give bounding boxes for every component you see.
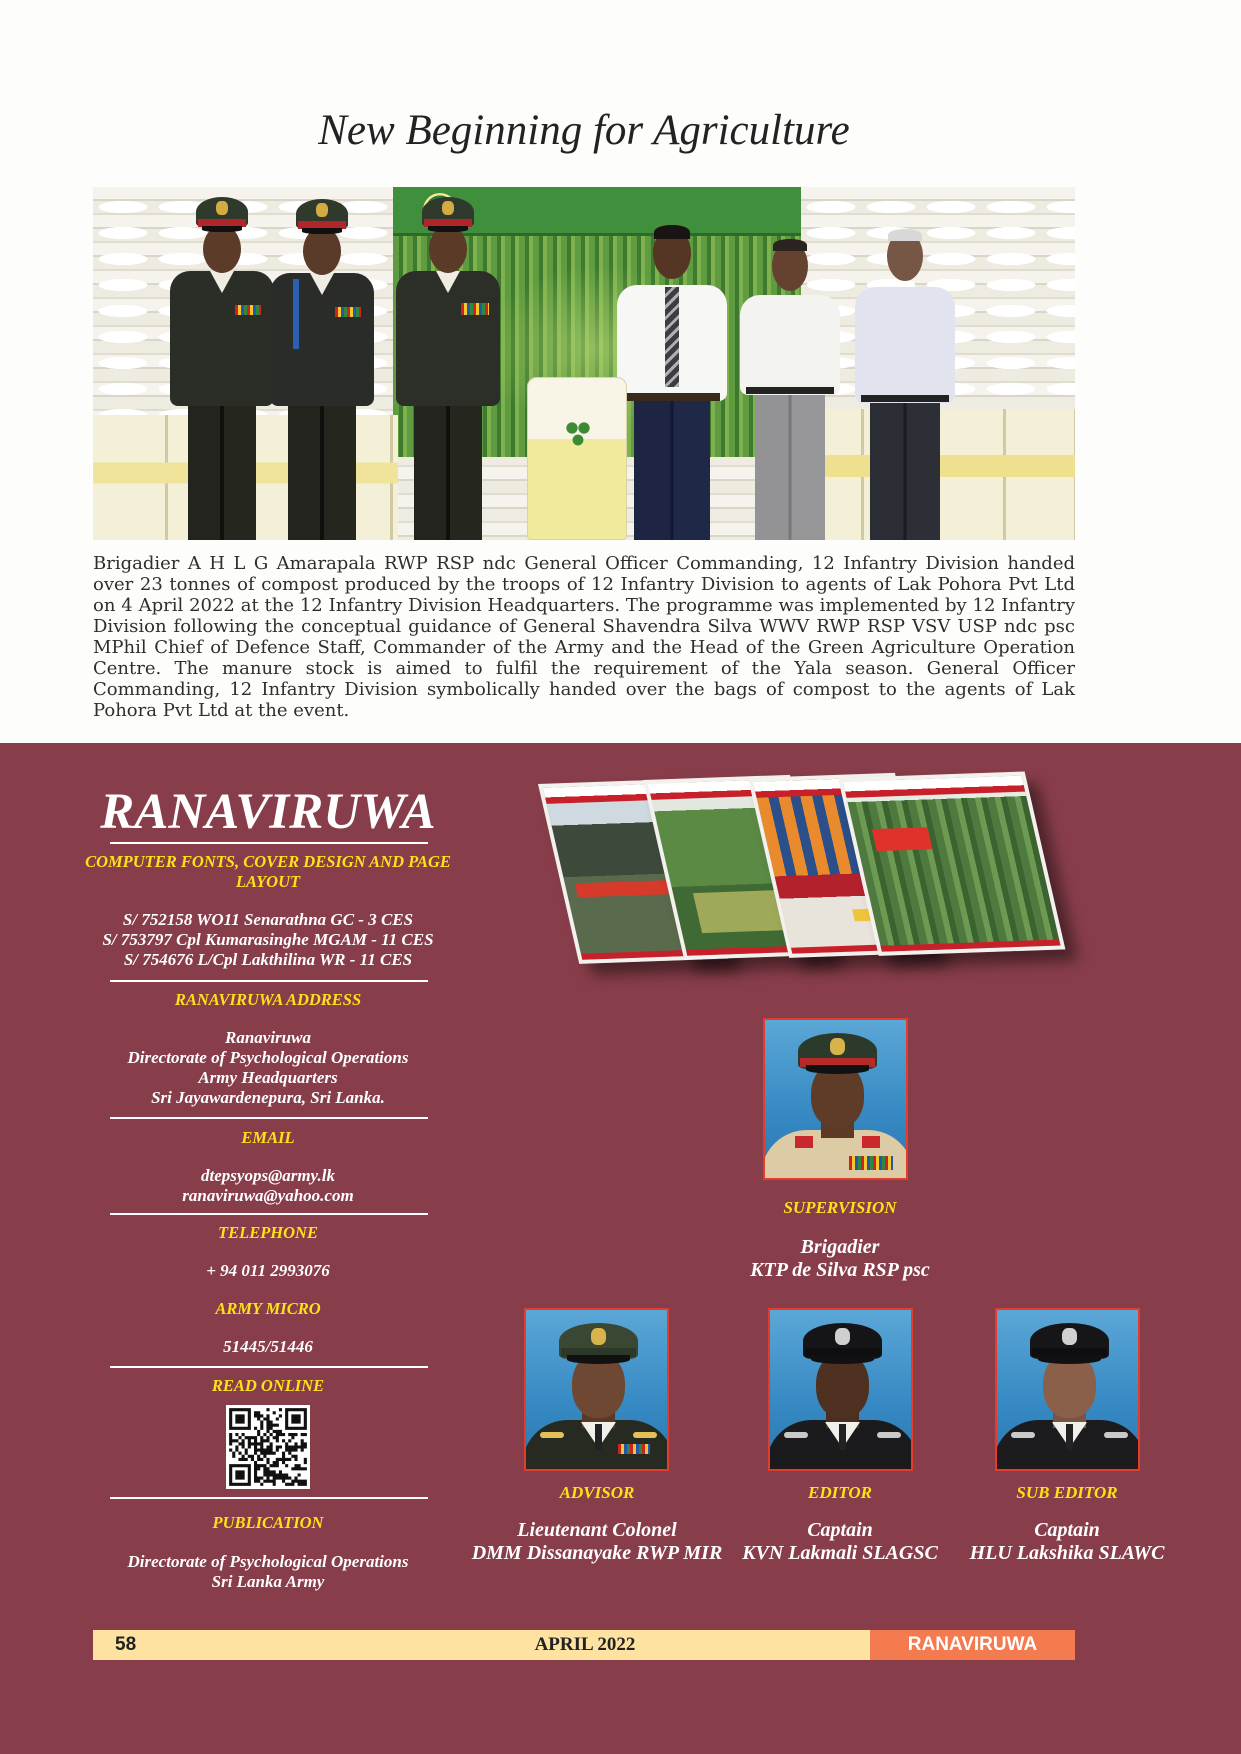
civilian-trousers — [870, 399, 940, 540]
cap-badge-icon — [835, 1328, 850, 1345]
design-heading: COMPUTER FONTS, COVER DESIGN AND PAGE LAYOUT — [85, 852, 451, 891]
publication-heading: PUBLICATION — [212, 1513, 324, 1532]
cap-visor — [302, 228, 342, 234]
officer-legs — [414, 397, 482, 540]
collar-tab — [795, 1136, 813, 1148]
supervision-label: SUPERVISION — [783, 1198, 897, 1217]
divider — [110, 980, 428, 982]
design-staff-line: S/ 752158 WO11 Senarathna GC - 3 CES — [122, 910, 414, 929]
sub-editor-label: SUB EDITOR — [1016, 1483, 1118, 1502]
advisor-label: ADVISOR — [559, 1483, 635, 1502]
necktie — [595, 1424, 602, 1450]
civilian-trousers — [634, 399, 710, 540]
supervision-photo — [763, 1018, 908, 1180]
necktie — [1066, 1424, 1073, 1450]
email-address: ranaviruwa@yahoo.com — [182, 1186, 354, 1205]
article-body: Brigadier A H L G Amarapala RWP RSP ndc General Officer Commanding, 12 Infantry Division handed over 23 tonnes of compost produced by the troops of 12 Infantry Division to agents of Lak Pohora Pvt Ltd on 4 April 2022 at the 12 Infantry Division Headquarters. The programme was implemented by 12 Infantry Division following the conceptual guidance of General Shavendra Silva WWV RWP RSP VSV USP ndc psc MPhil Chief of Defence Staff, Commander of the Army and the Head of the Green Agriculture Operation Centre. The manure stock is aimed to fulfil the requirement of the Yala season. General Officer Commanding, 12 Infantry Division symbolically handed over the bags of compost to the agents of Lak Pohora Pvt Ltd at the event. — [93, 553, 1075, 721]
compost-bag — [527, 377, 627, 540]
magazine-cover — [838, 771, 1065, 955]
rank-insignia — [877, 1432, 901, 1438]
cover-masthead-strip — [843, 776, 1025, 798]
publication-name: RANAVIRUWA — [870, 1630, 1075, 1660]
advisor-rank: Lieutenant Colonel — [517, 1519, 677, 1541]
cover-bottom-strip — [880, 939, 1060, 951]
cap-badge-icon — [442, 201, 454, 215]
cap-badge-icon — [1062, 1328, 1077, 1345]
publication-line: Sri Lanka Army — [211, 1572, 325, 1591]
army-micro-heading: ARMY MICRO — [215, 1299, 321, 1318]
officer-head — [429, 225, 467, 273]
officer-legs — [188, 397, 256, 540]
civilian-trousers — [755, 392, 825, 540]
medal-ribbons — [618, 1444, 650, 1454]
medal-ribbons — [461, 303, 489, 315]
cap-badge-icon — [216, 201, 228, 215]
address-line: Army Headquarters — [198, 1068, 338, 1087]
issue-date: APRIL 2022 — [534, 1634, 636, 1655]
article-photo — [93, 187, 1075, 540]
belt — [861, 395, 949, 402]
hair — [888, 229, 922, 241]
civilian-shirt — [855, 287, 955, 403]
cap-visor — [428, 226, 468, 232]
telephone-number: + 94 011 2993076 — [206, 1261, 330, 1280]
editor-name: KVN Lakmali SLAGSC — [742, 1542, 938, 1564]
cap-visor — [806, 1065, 869, 1074]
design-staff-line: S/ 754676 L/Cpl Lakthilina WR - 11 CES — [123, 950, 413, 969]
editor-rank: Captain — [807, 1519, 873, 1541]
article-title: New Beginning for Agriculture — [318, 107, 850, 154]
divider — [110, 1213, 428, 1215]
cap-visor — [202, 226, 242, 232]
sub-editor-photo — [995, 1308, 1140, 1471]
cap-badge-icon — [830, 1038, 845, 1055]
supervision-name: KTP de Silva RSP psc — [750, 1259, 930, 1281]
rank-insignia — [784, 1432, 808, 1438]
medal-ribbons — [335, 307, 361, 317]
advisor-name: DMM Dissanayake RWP MIR — [471, 1542, 723, 1564]
supervision-rank: Brigadier — [800, 1236, 880, 1258]
editor-label: EDITOR — [808, 1483, 872, 1502]
medal-ribbons — [235, 305, 261, 315]
address-heading: RANAVIRUWA ADDRESS — [174, 990, 362, 1009]
email-heading: EMAIL — [241, 1128, 295, 1147]
masthead: RANAVIRUWA — [100, 784, 436, 840]
cap-badge-icon — [591, 1328, 606, 1345]
leaf-logo-icon — [563, 419, 593, 449]
editor-photo — [768, 1308, 913, 1471]
page-number: 58 — [115, 1634, 137, 1655]
lanyard — [293, 279, 299, 349]
publication-line: Directorate of Psychological Operations — [127, 1552, 409, 1571]
cap-visor — [1038, 1355, 1101, 1364]
necktie — [665, 287, 679, 387]
sub-editor-rank: Captain — [1034, 1519, 1100, 1541]
officer-head — [203, 225, 241, 273]
civilian-shirt — [740, 295, 840, 395]
cap-visor — [811, 1355, 874, 1364]
hair — [773, 239, 807, 251]
medal-ribbons — [849, 1156, 893, 1170]
cap-visor — [567, 1355, 630, 1364]
sub-editor-name: HLU Lakshika SLAWC — [969, 1542, 1165, 1564]
rank-insignia — [1011, 1432, 1035, 1438]
divider — [110, 1497, 428, 1499]
divider — [110, 842, 428, 844]
cap-badge-icon — [316, 203, 328, 217]
read-online-heading: READ ONLINE — [211, 1376, 325, 1395]
address-line: Directorate of Psychological Operations — [127, 1048, 409, 1067]
email-address: dtepsyops@army.lk — [201, 1166, 335, 1185]
officer-legs — [288, 397, 356, 540]
officer-head — [303, 227, 341, 275]
army-micro-number: 51445/51446 — [223, 1337, 313, 1356]
address-line: Sri Jayawardenepura, Sri Lanka. — [151, 1088, 385, 1107]
hair — [654, 225, 690, 239]
belt — [746, 387, 834, 394]
collar-tab — [862, 1136, 880, 1148]
rank-insignia — [633, 1432, 657, 1438]
necktie — [839, 1424, 846, 1450]
belt — [624, 393, 720, 401]
telephone-heading: TELEPHONE — [218, 1223, 318, 1242]
qr-code-graphic — [226, 1405, 310, 1489]
divider — [110, 1366, 428, 1368]
divider — [110, 1117, 428, 1119]
rank-insignia — [540, 1432, 564, 1438]
address-line: Ranaviruwa — [225, 1028, 311, 1047]
advisor-photo — [524, 1308, 669, 1471]
qr-code — [226, 1405, 310, 1489]
rank-insignia — [1104, 1432, 1128, 1438]
magazine-covers-image — [538, 778, 1078, 983]
qr-code-modules — [229, 1408, 307, 1486]
page-footer — [93, 1630, 1075, 1660]
design-staff-line: S/ 753797 Cpl Kumarasinghe MGAM - 11 CES — [102, 930, 434, 949]
cover-banner — [872, 827, 933, 851]
